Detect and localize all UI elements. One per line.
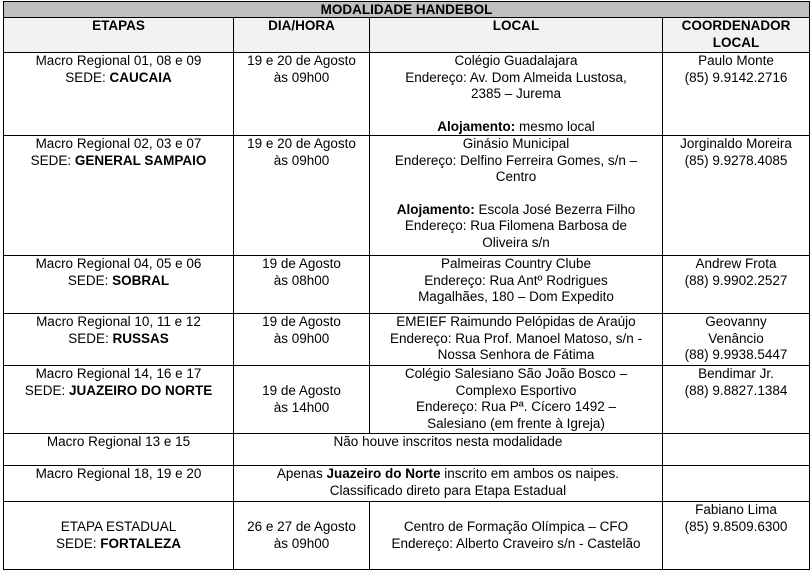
time-text: às 14h00 xyxy=(273,399,330,415)
table-row xyxy=(4,314,810,366)
lodging-address-cont: Oliveira s/n xyxy=(482,234,550,250)
dia-hora-cell xyxy=(234,366,370,434)
local-cell xyxy=(370,314,663,366)
sede-name: GENERAL SAMPAIO xyxy=(74,152,207,168)
lodging-text: Escola José Bezerra Filho xyxy=(474,201,636,217)
header-coordenador-local xyxy=(663,18,810,53)
coordinator-name-cont: Venâncio xyxy=(708,330,764,346)
coordinator-name: Jorginaldo Moreira xyxy=(680,136,792,151)
lodging-label: Alojamento: xyxy=(396,201,475,217)
dia-hora-cell xyxy=(234,314,370,366)
etapa-name: Macro Regional 14, 16 e 17 xyxy=(35,366,202,381)
venue-name: EMEIEF Raimundo Pelópidas de Araújo xyxy=(396,314,636,329)
sede-name: FORTALEZA xyxy=(100,535,181,551)
date-text: 19 de Agosto xyxy=(262,383,341,398)
sede-name: JUAZEIRO DO NORTE xyxy=(69,382,213,398)
note-text-city: Juazeiro do Norte xyxy=(326,466,441,481)
local-cell xyxy=(370,136,663,256)
table-row xyxy=(4,466,810,502)
coordinator-name: Geovanny xyxy=(705,314,767,329)
table-row xyxy=(4,366,810,434)
etapa-cell: Macro Regional 13 e 15 xyxy=(4,434,234,466)
note-text-pre: Apenas xyxy=(276,466,327,481)
etapa-cell xyxy=(4,256,234,314)
venue-name: Ginásio Municipal xyxy=(462,136,570,151)
etapa-cell xyxy=(4,366,234,434)
sede-prefix: SEDE: xyxy=(68,330,113,346)
note-text-post: inscrito em ambos os naipes. xyxy=(440,466,620,481)
local-cell xyxy=(370,366,663,434)
venue-name: Centro de Formação Olímpica – CFO xyxy=(403,519,629,534)
venue-name: Colégio Guadalajara xyxy=(454,53,578,68)
date-text: 19 de Agosto xyxy=(262,314,341,329)
etapa-cell xyxy=(4,136,234,256)
date-text: 19 e 20 de Agosto xyxy=(247,136,356,151)
table-title: MODALIDADE HANDEBOL xyxy=(4,2,810,18)
date-text: 26 e 27 de Agosto xyxy=(247,519,356,534)
sede-prefix: SEDE: xyxy=(65,69,110,85)
dia-hora-cell xyxy=(234,502,370,570)
time-text: às 09h00 xyxy=(273,330,330,346)
coordenador-cell xyxy=(663,53,810,136)
local-cell xyxy=(370,256,663,314)
etapa-cell xyxy=(4,502,234,570)
coordenador-cell-empty xyxy=(663,466,810,502)
header-coordenador-line1: COORDENADOR xyxy=(681,18,791,33)
coordenador-cell xyxy=(663,314,810,366)
table-row xyxy=(4,136,810,256)
date-text: 19 de Agosto xyxy=(262,256,341,271)
venue-name: Colégio Salesiano São João Bosco – xyxy=(404,366,628,381)
venue-address: Endereço: Rua Prof. Manoel Matoso, s/n - xyxy=(389,330,643,346)
venue-name: Palmeiras Country Clube xyxy=(440,256,592,271)
etapa-name: Macro Regional 01, 08 e 09 xyxy=(35,53,202,68)
time-text: às 09h00 xyxy=(273,69,330,85)
coordenador-cell-empty xyxy=(663,434,810,466)
coordenador-cell xyxy=(663,366,810,434)
time-text: às 09h00 xyxy=(273,535,330,551)
header-coordenador-line2: LOCAL xyxy=(712,34,760,50)
sede-prefix: SEDE: xyxy=(24,382,69,398)
venue-address: Endereço: Alberto Craveiro s/n - Castelão xyxy=(391,535,641,551)
sede-name: SOBRAL xyxy=(112,272,170,288)
coordinator-phone: (88) 9.9902.2527 xyxy=(684,272,788,288)
sede-name: CAUCAIA xyxy=(109,69,172,85)
lodging-address: Endereço: Rua Filomena Barbosa de xyxy=(404,218,628,233)
time-text: às 08h00 xyxy=(273,272,330,288)
header-local: LOCAL xyxy=(370,18,663,53)
coordinator-phone: (88) 9.9938.5447 xyxy=(684,347,788,362)
local-cell xyxy=(370,53,663,136)
sede-prefix: SEDE: xyxy=(67,272,113,288)
no-registrations-note: Não houve inscritos nesta modalidade xyxy=(234,434,663,466)
venue-address: Endereço: Rua Antº Rodrigues xyxy=(424,272,608,288)
coordinator-name: Fabiano Lima xyxy=(695,502,777,517)
venue-address-cont: 2385 – Jurema xyxy=(470,86,562,101)
etapa-name: Macro Regional 04, 05 e 06 xyxy=(35,256,202,271)
venue-address: Endereço: Delfino Ferreira Gomes, s/n – xyxy=(394,152,638,168)
venue-address: Endereço: Av. Dom Almeida Lustosa, xyxy=(405,69,627,85)
dia-hora-cell xyxy=(234,136,370,256)
etapa-name: Macro Regional 02, 03 e 07 xyxy=(35,136,202,151)
coordinator-phone: (85) 9.9278.4085 xyxy=(684,152,788,168)
etapa-name: ETAPA ESTADUAL xyxy=(60,519,177,534)
venue-name-cont: Complexo Esportivo xyxy=(455,382,577,398)
etapa-name: Macro Regional 10, 11 e 12 xyxy=(36,314,201,329)
coordinator-name: Bendimar Jr. xyxy=(698,366,774,381)
dia-hora-cell xyxy=(234,256,370,314)
table-row xyxy=(4,502,810,570)
header-dia-hora: DIA/HORA xyxy=(234,18,370,53)
local-cell xyxy=(370,502,663,570)
table-row xyxy=(4,434,810,466)
dia-hora-cell xyxy=(234,53,370,136)
lodging-label: Alojamento: xyxy=(437,118,516,134)
lodging-text: mesmo local xyxy=(515,118,595,134)
lodging-info xyxy=(372,119,660,136)
sede-prefix: SEDE: xyxy=(30,152,75,168)
etapa-cell xyxy=(4,314,234,366)
coordinator-phone: (85) 9.8509.6300 xyxy=(684,518,788,534)
time-text: às 09h00 xyxy=(273,152,330,168)
note-text-line2: Classificado direto para Etapa Estadual xyxy=(329,482,567,498)
sede-name: RUSSAS xyxy=(112,330,169,346)
date-text: 19 e 20 de Agosto xyxy=(247,53,356,68)
venue-address: Endereço: Rua Pª. Cícero 1492 – xyxy=(415,399,617,414)
table-row xyxy=(4,256,810,314)
venue-address-cont: Centro xyxy=(495,169,537,184)
coordenador-cell xyxy=(663,256,810,314)
etapa-cell: Macro Regional 18, 19 e 20 xyxy=(4,466,234,502)
coordinator-phone: (88) 9.8827.1384 xyxy=(684,382,788,398)
coordenador-cell xyxy=(663,136,810,256)
venue-address-cont: Magalhães, 180 – Dom Expedito xyxy=(418,289,614,304)
venue-address-cont: Nossa Senhora de Fátima xyxy=(437,347,595,362)
venue-address-cont: Salesiano (em frente à Igreja) xyxy=(427,415,605,431)
lodging-info xyxy=(372,202,660,219)
header-etapas: ETAPAS xyxy=(4,18,234,53)
coordinator-name: Paulo Monte xyxy=(698,53,774,68)
handebol-schedule-table xyxy=(3,1,810,570)
coordinator-phone: (85) 9.9142.2716 xyxy=(684,69,788,85)
table-row xyxy=(4,53,810,136)
etapa-cell xyxy=(4,53,234,136)
sede-prefix: SEDE: xyxy=(55,535,101,551)
coordinator-name: Andrew Frota xyxy=(695,256,777,271)
direct-qualification-note xyxy=(234,466,663,502)
coordenador-cell xyxy=(663,502,810,570)
